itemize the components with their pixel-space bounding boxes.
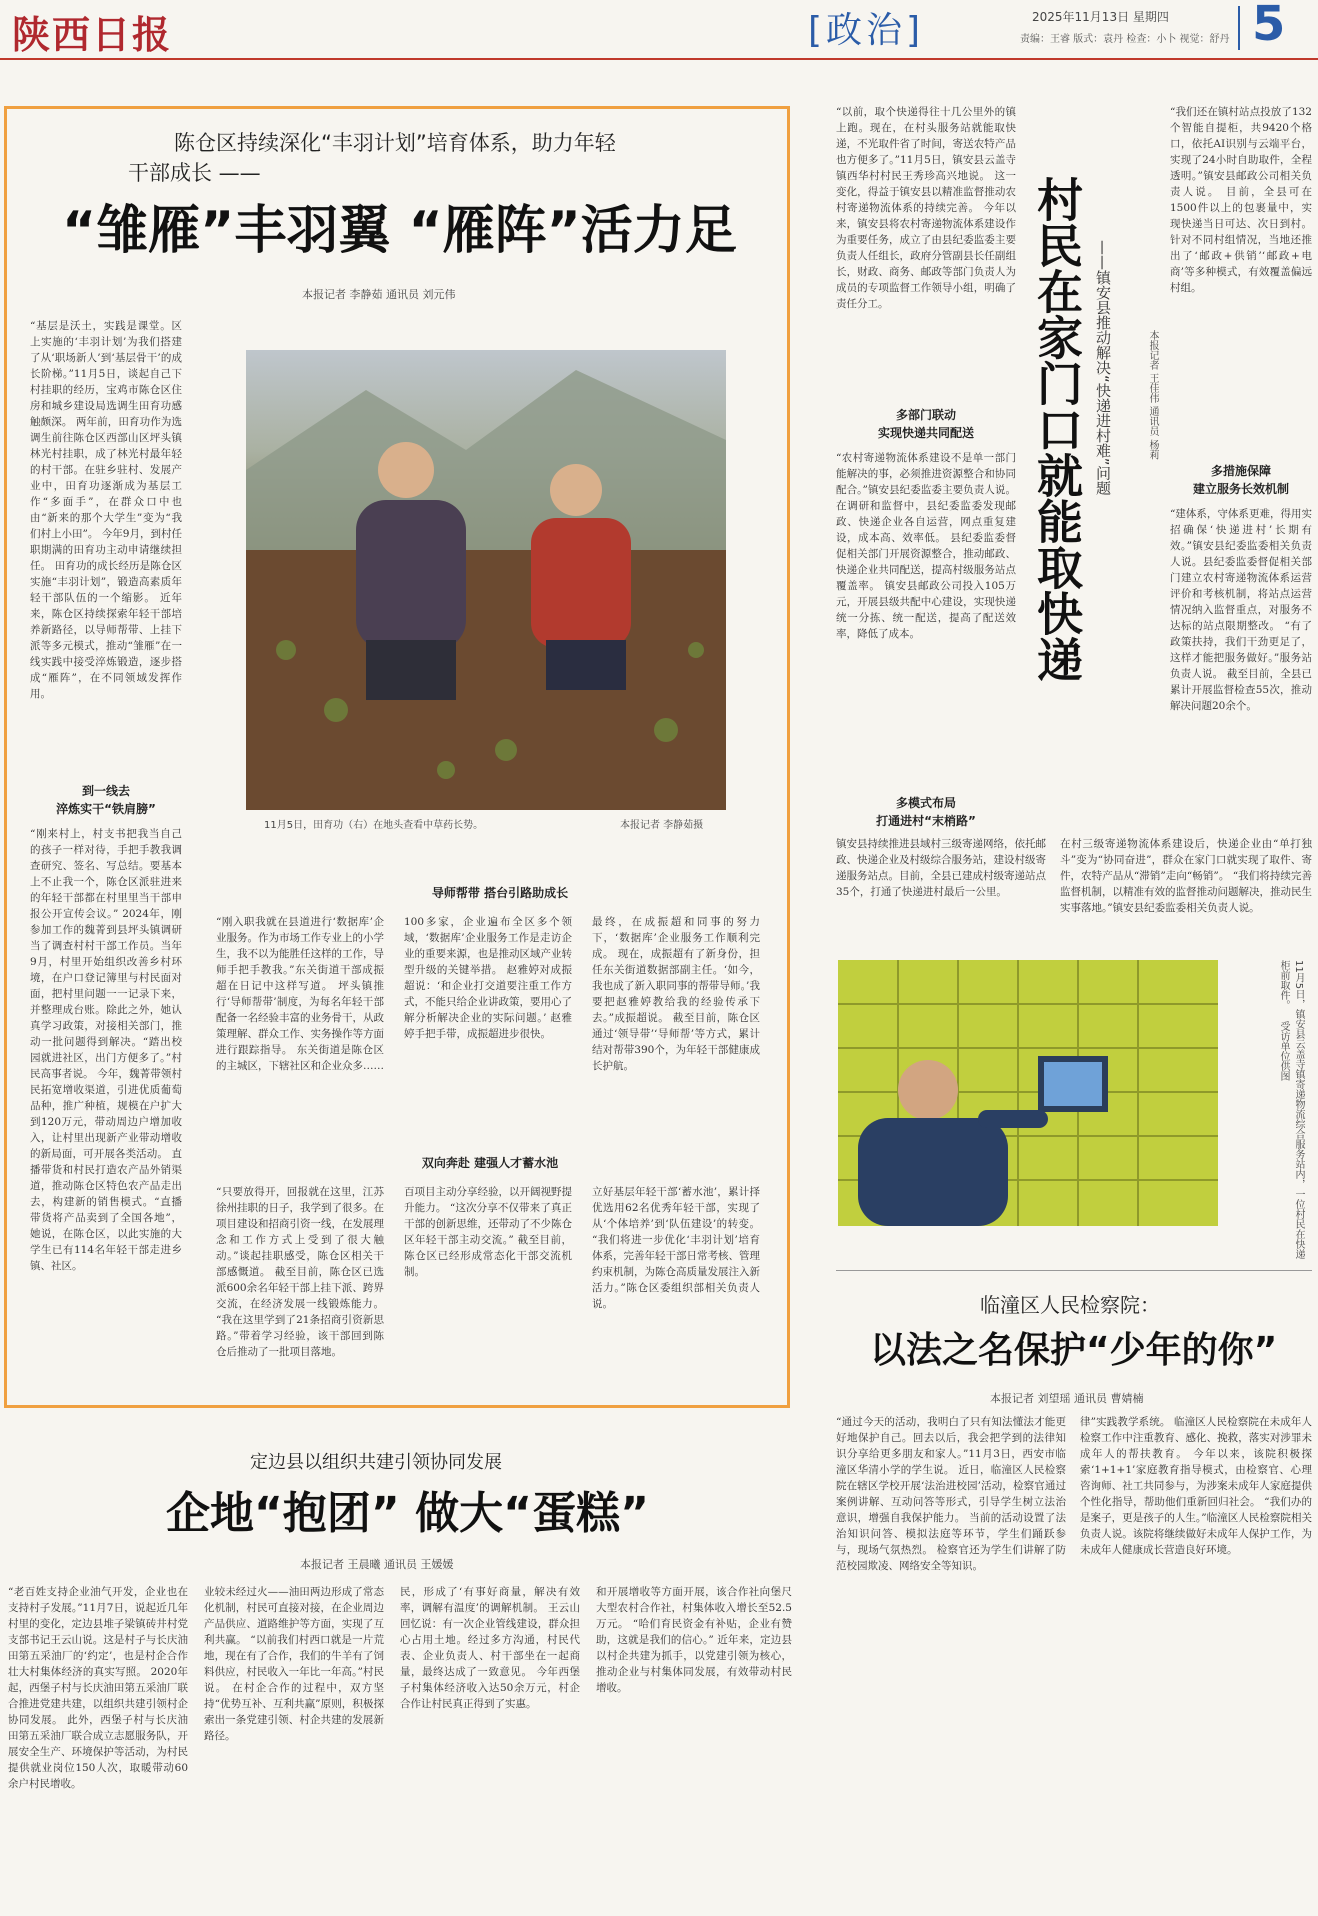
article1-byline: 本报记者 李静茹 通讯员 刘元伟 [302, 288, 456, 301]
article4-col1: “通过今天的活动，我明白了只有知法懂法才能更好地保护自己。回去以后，我会把学到的法律知识分享给更多朋友和家人。”11月3日，西安市临潼区华清小学的学生说。 近日，临潼区人民检察院在辖区学校开展‘法治进校园’活动，检察官通过案例讲解、互动问答等形式，引导学生树立法治意识，增强自我保护能力。 当前的活动设置了法治知识问答、模拟法庭等环节，学生们踊跃参与，现场气氛热烈。 检察官还为学生们讲解了防范校园欺凌、网络安全等知识。 [836, 1416, 1066, 1572]
article1-photo-caption: 11月5日，田育功（右）在地头查看中草药长势。 [264, 820, 484, 831]
article1-col2: “刚入职我就在县道进行‘数据库’企业服务。作为市场工作专业上的小学生，我不以为能胜任这样的工作，导师手把手教我。”东关街道干部成振超在日记中这样写道。 坪头镇推行‘导师帮带’制度，为每名年轻干部配备一名经验丰富的业务骨干，从政策理解、群众工作、实务操作等方面进行跟踪指导。 东关街道是陈仓区的主城区，下辖社区和企业众多…… [216, 916, 384, 1072]
article1-subhead-3: 双向奔赴 建强人才蓄水池 [421, 1156, 559, 1170]
article4-byline: 本报记者 刘望瑶 通讯员 曹婧楠 [990, 1392, 1144, 1405]
editors-line: 责编：王睿 版式：袁丹 检查：小卜 视觉：舒丹 [1020, 34, 1230, 45]
article1-col4: 最终，在成振超和同事的努力下，‘数据库’企业服务工作顺利完成。 现在，成振超有了新身份，担任东关街道数据部副主任。‘如今，我也成了新入职同事的帮带导师。’我要把赵雅婷教给我的经验传承下去。”成振超说。 截至目前，陈仓区通过‘领导带’‘导师帮’等方式，累计结对帮带390个，为年轻干部健康成长护航。 [592, 916, 760, 1072]
article2-col2: “我们还在镇村站点投放了132个智能自提柜，共9420个格口，依托AI识别与云端平台，实现了24小时自助取件，全程透明。”镇安县邮政公司相关负责人说。 目前，全县可在1500件以上的包裹量中，实现快递当日可达、次日到村。 针对不同村组情况，当地还推出了‘邮政+供销’‘邮政+电商’等多种模式，有效覆盖偏远村组。 [1170, 106, 1312, 294]
article1-col3: 100多家，企业遍布全区多个领域，‘数据库’企业服务工作是走访企业的重要来源，也是推动区域产业转型升级的关键举措。 赵雅婷对成振超说：‘和企业打交道要注重工作方式，不能只给企业讲政策，要用心了解分析解决企业的实际问题。’ 赵雅婷手把手带，成振超进步很快。 [404, 916, 572, 1040]
article1-col5: “只要放得开，回报就在这里，江苏徐州挂职的日子，我学到了很多。在项目建设和招商引资一线，在发展理念和工作方式上受到了很大触动。”谈起挂职感受，陈仓区相关干部感慨道。 截至目前，陈仓区已选派600余名年轻干部上挂下派、跨界交流，在经济发展一线锻炼能力。 “我在这里学到了21条招商引资新思路。”带着学习经验，该干部回到陈仓后推动了一批项目落地。 [216, 1186, 384, 1358]
article3-kicker: 定边县以组织共建引领协同发展 [250, 1452, 502, 1473]
article2-col1: “以前，取个快递得往十几公里外的镇上跑。现在，在村头服务站就能取快递，不光取件省了时间，寄送农特产品也方便多了。”11月5日，镇安县云盖寺镇西华村村民王秀珍高兴地说。 这一变化，得益于镇安县以精准监督推动农村寄递物流体系的持续完善。 今年以来，镇安县将农村寄递物流体系建设作为重要任务，成立了由县纪委监委主要负责人任组长，政府分管副县长任副组长，财政、商务、邮政等部门负责人为成员的专项监督工作领导小组，明确了责任分工。 [836, 106, 1016, 310]
article1-photo [246, 350, 726, 810]
article2-subhead-1b: 实现快递共同配送 [877, 426, 974, 440]
article1-subhead-1: 到一线去 [81, 784, 130, 798]
article4-col2: 律”实践教学系统。 临潼区人民检察院在未成年人检察工作中注重教育、感化、挽救，落实对涉罪未成年人的帮扶教育。 今年以来，该院积极探索‘1+1+1’家庭教育指导模式，由检察官、心理咨询师、社工共同参与，为涉案未成年人家庭提供个性化指导，帮助他们重新回归社会。 “我们办的是案子，更是孩子的人生。”临潼区人民检察院相关负责人说。该院将继续做好未成年人保护工作，为未成年人健康成长营造良好环境。 [1080, 1416, 1312, 1556]
article3-col4: 和开展增收等方面开展，该合作社向堡尺大型农村合作社，村集体收入增长至52.5万元。 “哈们育民资金有补贴，企业有赞助，这就是我们的信心。” 近年来，定边县以村企共建为抓手，以党建引领为核心，推动企业与村集体同发展，有效带动村民增收。 [596, 1586, 792, 1694]
article2-subhead-2b: 打通进村“末梢路” [876, 814, 976, 828]
article1-col6: 百项目主动分享经验，以开阔视野提升能力。 “这次分享不仅带来了真正干部的创新思维，还带动了不少陈仓区年轻干部主动交流。” 截至目前，陈仓区已经形成常态化干部交流机制。 [404, 1186, 572, 1278]
article2-subhead-1a: 多部门联动 [895, 408, 956, 422]
article3-byline: 本报记者 王晨曦 通讯员 王媛媛 [300, 1558, 454, 1571]
article4-kicker: 临潼区人民检察院： [980, 1293, 1160, 1317]
article3-col2: 业较未经过火——油田两边形成了常态化机制，村民可直接对接，在企业周边产品供应、道路维护等方面，实现了互利共赢。 “以前我们村西口就是一片荒地，现在有了合作，我们的牛羊有了饲料供应，村民收入一年比一年高。”村民说。 在村企合作的过程中，双方坚持“优势互补、互利共赢”原则，积极探索出一条党建引领、村企共建的发展新路径。 [204, 1586, 384, 1742]
section-label: [政治] [808, 10, 925, 51]
article2-photo-credit: 受访单位供图 [1278, 1021, 1289, 1082]
page-number: 5 [1252, 0, 1286, 52]
article3-col1: “老百姓支持企业油气开发，企业也在支持村子发展。”11月7日，说起近几年村里的变化，定边县堆子梁镇砖井村党支部书记王云山说。这是村子与长庆油田第五采油厂的‘约定’，也是村企合作壮大村集体经济的真实写照。 2020年起，西堡子村与长庆油田第五采油厂联合推进党建共建，以组织共建引领村企协同发展。 此外，西堡子村与长庆油田第五采油厂联合成立志愿服务队，开展安全生产、环境保护等活动，为村民提供就业岗位150人次，取暖带动60余户村民增收。 [8, 1586, 188, 1790]
article2-col3: 在村三级寄递物流体系建设后，快递企业由“单打独斗”变为“协同奋进”，群众在家门口就实现了取件、寄件，农特产品从“滞销”走向“畅销”。 “我们将持续完善监督机制，以精准有效的监督推动问题解决，推动民生实事落地。”镇安县纪委监委相关负责人说。 [1060, 838, 1312, 914]
article1-kicker: 陈仓区持续深化“丰羽计划”培育体系，助力年轻 [174, 131, 616, 155]
article2-subhead-3a: 多措施保障 [1210, 464, 1271, 478]
article1-title: “雏雁”丰羽翼 “雁阵”活力足 [62, 201, 737, 261]
parcel-locker-illustration [838, 960, 1218, 1226]
article1-col1: “刚来村上，村支书把我当自己的孩子一样对待，手把手教我调查研究、签名、写总结。要基本上不止我一个，陈仓区派驻进来的年轻干部都在村里里当干部申报公开宣传会议。” 2024年，刚参加工作的魏菁到县坪头镇调研当了调查村村干部工作员。当年9月，村里开始组织改善乡村环境，在户口登记簿里与村民面对面，把村里问题一一记录下来，并整理成台账。除此之外，她认真学习政策，对接相关部门，推动一批问题得到解决。“踏出校园就进社区，出门方便多了。”村民高事者说。 今年，魏菁带领村民拓宽增收渠道，引进优质葡萄品种，推广种植，规模在户扩大到120万元，带动周边户增加收入，让村里出现新产业带动增收的新局面，可开展各类活动。 直播带货和村民打造农产品外销渠道，推动陈仓区特色农产品走出去，构建新的销售模式。“直播带货将产品卖到了全国各地”，她说，在陈仓区，以此实施的大学生已有114名年轻干部走进乡镇、社区。 [30, 828, 182, 1272]
article2-col2b: “建体系，守体系更难，得用实招确保‘快递进村’长期有效。”镇安县纪委监委相关负责人说。县纪委监委督促相关部门建立农村寄递物流体系运营评价和考核机制，将站点运营情况纳入监督重点，对服务不达标的站点限期整改。 “有了政策扶持，我们干劲更足了，这样才能把服务做好。”服务站负责人说。 截至目前，全县已累计开展监督检查55次，推动解决问题20余个。 [1170, 508, 1312, 712]
article1-col7: 立好基层年轻干部‘蓄水池’，累计择优选用62名优秀年轻干部，实现了从‘个体培养’到‘队伍建设’的转变。 “我们将进一步优化‘丰羽计划’培育体系，完善年轻干部日常考核、管理约束机制，为陈仓高质量发展注入新活力。”陈仓区委组织部相关负责人说。 [592, 1186, 760, 1310]
article2-photo-caption-text: 11月5日，镇安县云盖寺镇寄递物流综合服务站内，一位村民在快递柜前取件。 [1278, 960, 1304, 1260]
article4-title: 以法之名保护“少年的你” [870, 1330, 1278, 1371]
article2-col1b: “农村寄递物流体系建设不是单一部门能解决的事，必须推进资源整合和协同配合。”镇安县纪委监委主要负责人说。在调研和监督中，县纪委监委发现邮政、快递企业各自运营，网点重复建设，成本高、效率低。 县纪委监委督促相关部门开展资源整合，推动邮政、快递企业共同配送，提高村级服务站点覆盖率。 镇安县邮政公司投入105万元，开展县级共配中心建设，实现快递统一分拣、统一配送，提高了配送效率，降低了成本。 [836, 452, 1016, 640]
article2-photo [838, 960, 1218, 1226]
article2-subhead-3b: 建立服务长效机制 [1192, 482, 1289, 496]
article2-subhead-2a: 多模式布局 [895, 796, 956, 810]
field-photo-illustration [246, 350, 726, 810]
masthead-divider [1238, 6, 1240, 50]
article1-subhead-2: 导师帮带 搭台引路助成长 [431, 886, 569, 900]
article1-intro: “基层是沃土，实践是课堂。区上实施的‘丰羽计划’为我们搭建了从‘职场新人’到‘基层骨干’的成长阶梯。”11月5日，谈起自己下村挂职的经历，宝鸡市陈仓区住房和城乡建设局选调生田育功感触颇深。 两年前，田育功作为选调生前往陈仓区西部山区坪头镇林光村挂职，成了林光村最年轻的村干部。在驻乡驻村、发展产业中，田育功逐渐成为基层工作“多面手”，在群众口中也由“新来的那个大学生”变为“我们村上小田”。 今年9月，到村任职期满的田育功主动申请继续担任。 田育功的成长经历是陈仓区实施“丰羽计划”，锻造高素质年轻干部队伍的一个缩影。 近年来，陈仓区持续探索年轻干部培养新路径，以导师帮带、上挂下派等多元模式，推动“雏雁”在一线实践中接受淬炼锻造，逐步搭成“雁阵”，在不同领域发挥作用。 [30, 320, 182, 700]
newspaper-logo: 陕西日报 [12, 12, 173, 57]
article1-kicker-line2: 干部成长 —— [128, 161, 261, 185]
article1-photo-credit: 本报记者 李静茹摄 [620, 820, 704, 831]
article3-col3: 民，形成了‘有事好商量，解决有效率，调解有温度’的调解机制。 王云山回忆说：有一次企业管线建设，群众担心占用土地。经过多方沟通，村民代表、企业负责人、村干部坐在一起商量，最终达成了一致意见。 今年西堡子村集体经济收入达50余万元，村企合作让村民真正得到了实惠。 [400, 1586, 580, 1710]
divider-line [836, 1270, 1312, 1271]
article2-photo-caption [1236, 960, 1306, 1260]
article1-subhead-1b: 淬炼实干“铁肩膀” [56, 802, 156, 816]
masthead [0, 0, 1318, 60]
article2-title: 村民在家门口就能取快递 [1030, 176, 1084, 682]
article3-title: 企地“抱团” 做大“蛋糕” [166, 1488, 649, 1539]
issue-date: 2025年11月13日 星期四 [1032, 10, 1169, 24]
article2-col1c: 镇安县持续推进县域村三级寄递网络，依托邮政、快递企业及村级综合服务站，建设村级寄递服务站点。目前，全县已建成村级寄递站点35个，打通了快递进村最后一公里。 [836, 838, 1046, 898]
article2-subtitle: ——镇安县推动解决“快递进村难”问题 [1094, 240, 1112, 496]
article2-byline: 本报记者 王佳伟 通讯员 杨莉 [1147, 330, 1158, 460]
